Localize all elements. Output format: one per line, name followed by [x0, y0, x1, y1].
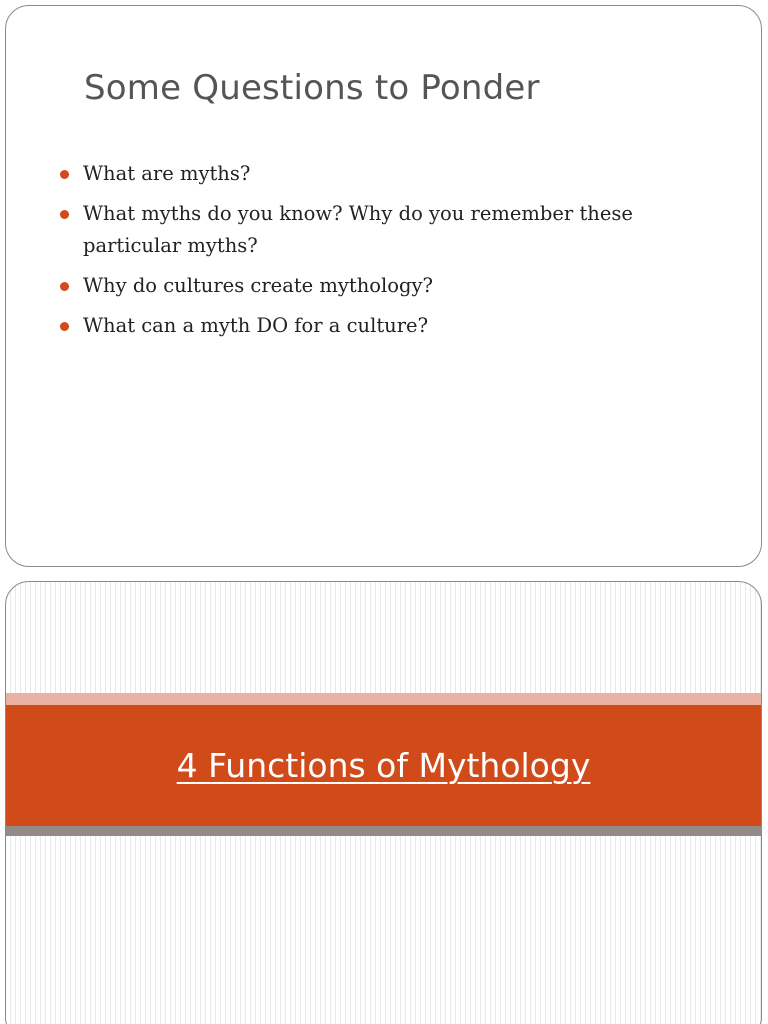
title-band-top-stripe [6, 693, 761, 705]
bullet-text: Why do cultures create mythology? [83, 274, 433, 297]
bullet-item [58, 270, 698, 302]
bullet-list [58, 158, 698, 350]
slide-title: Some Questions to Ponder [84, 68, 540, 108]
slide-questions [5, 5, 762, 567]
bullet-text: What myths do you know? Why do you remember these particular myths? [83, 202, 633, 257]
bullet-text: What can a myth DO for a culture? [83, 314, 429, 337]
section-title: 4 Functions of Mythology [176, 746, 591, 785]
bullet-text: What are myths? [83, 162, 251, 185]
bullet-dot-icon [60, 170, 69, 179]
slide-section-header [5, 581, 762, 1024]
bullet-dot-icon [60, 210, 69, 219]
bullet-item [58, 310, 698, 342]
title-band-bottom-stripe [6, 826, 761, 836]
bullet-item [58, 198, 698, 262]
bullet-dot-icon [60, 282, 69, 291]
bullet-dot-icon [60, 322, 69, 331]
bullet-item [58, 158, 698, 190]
